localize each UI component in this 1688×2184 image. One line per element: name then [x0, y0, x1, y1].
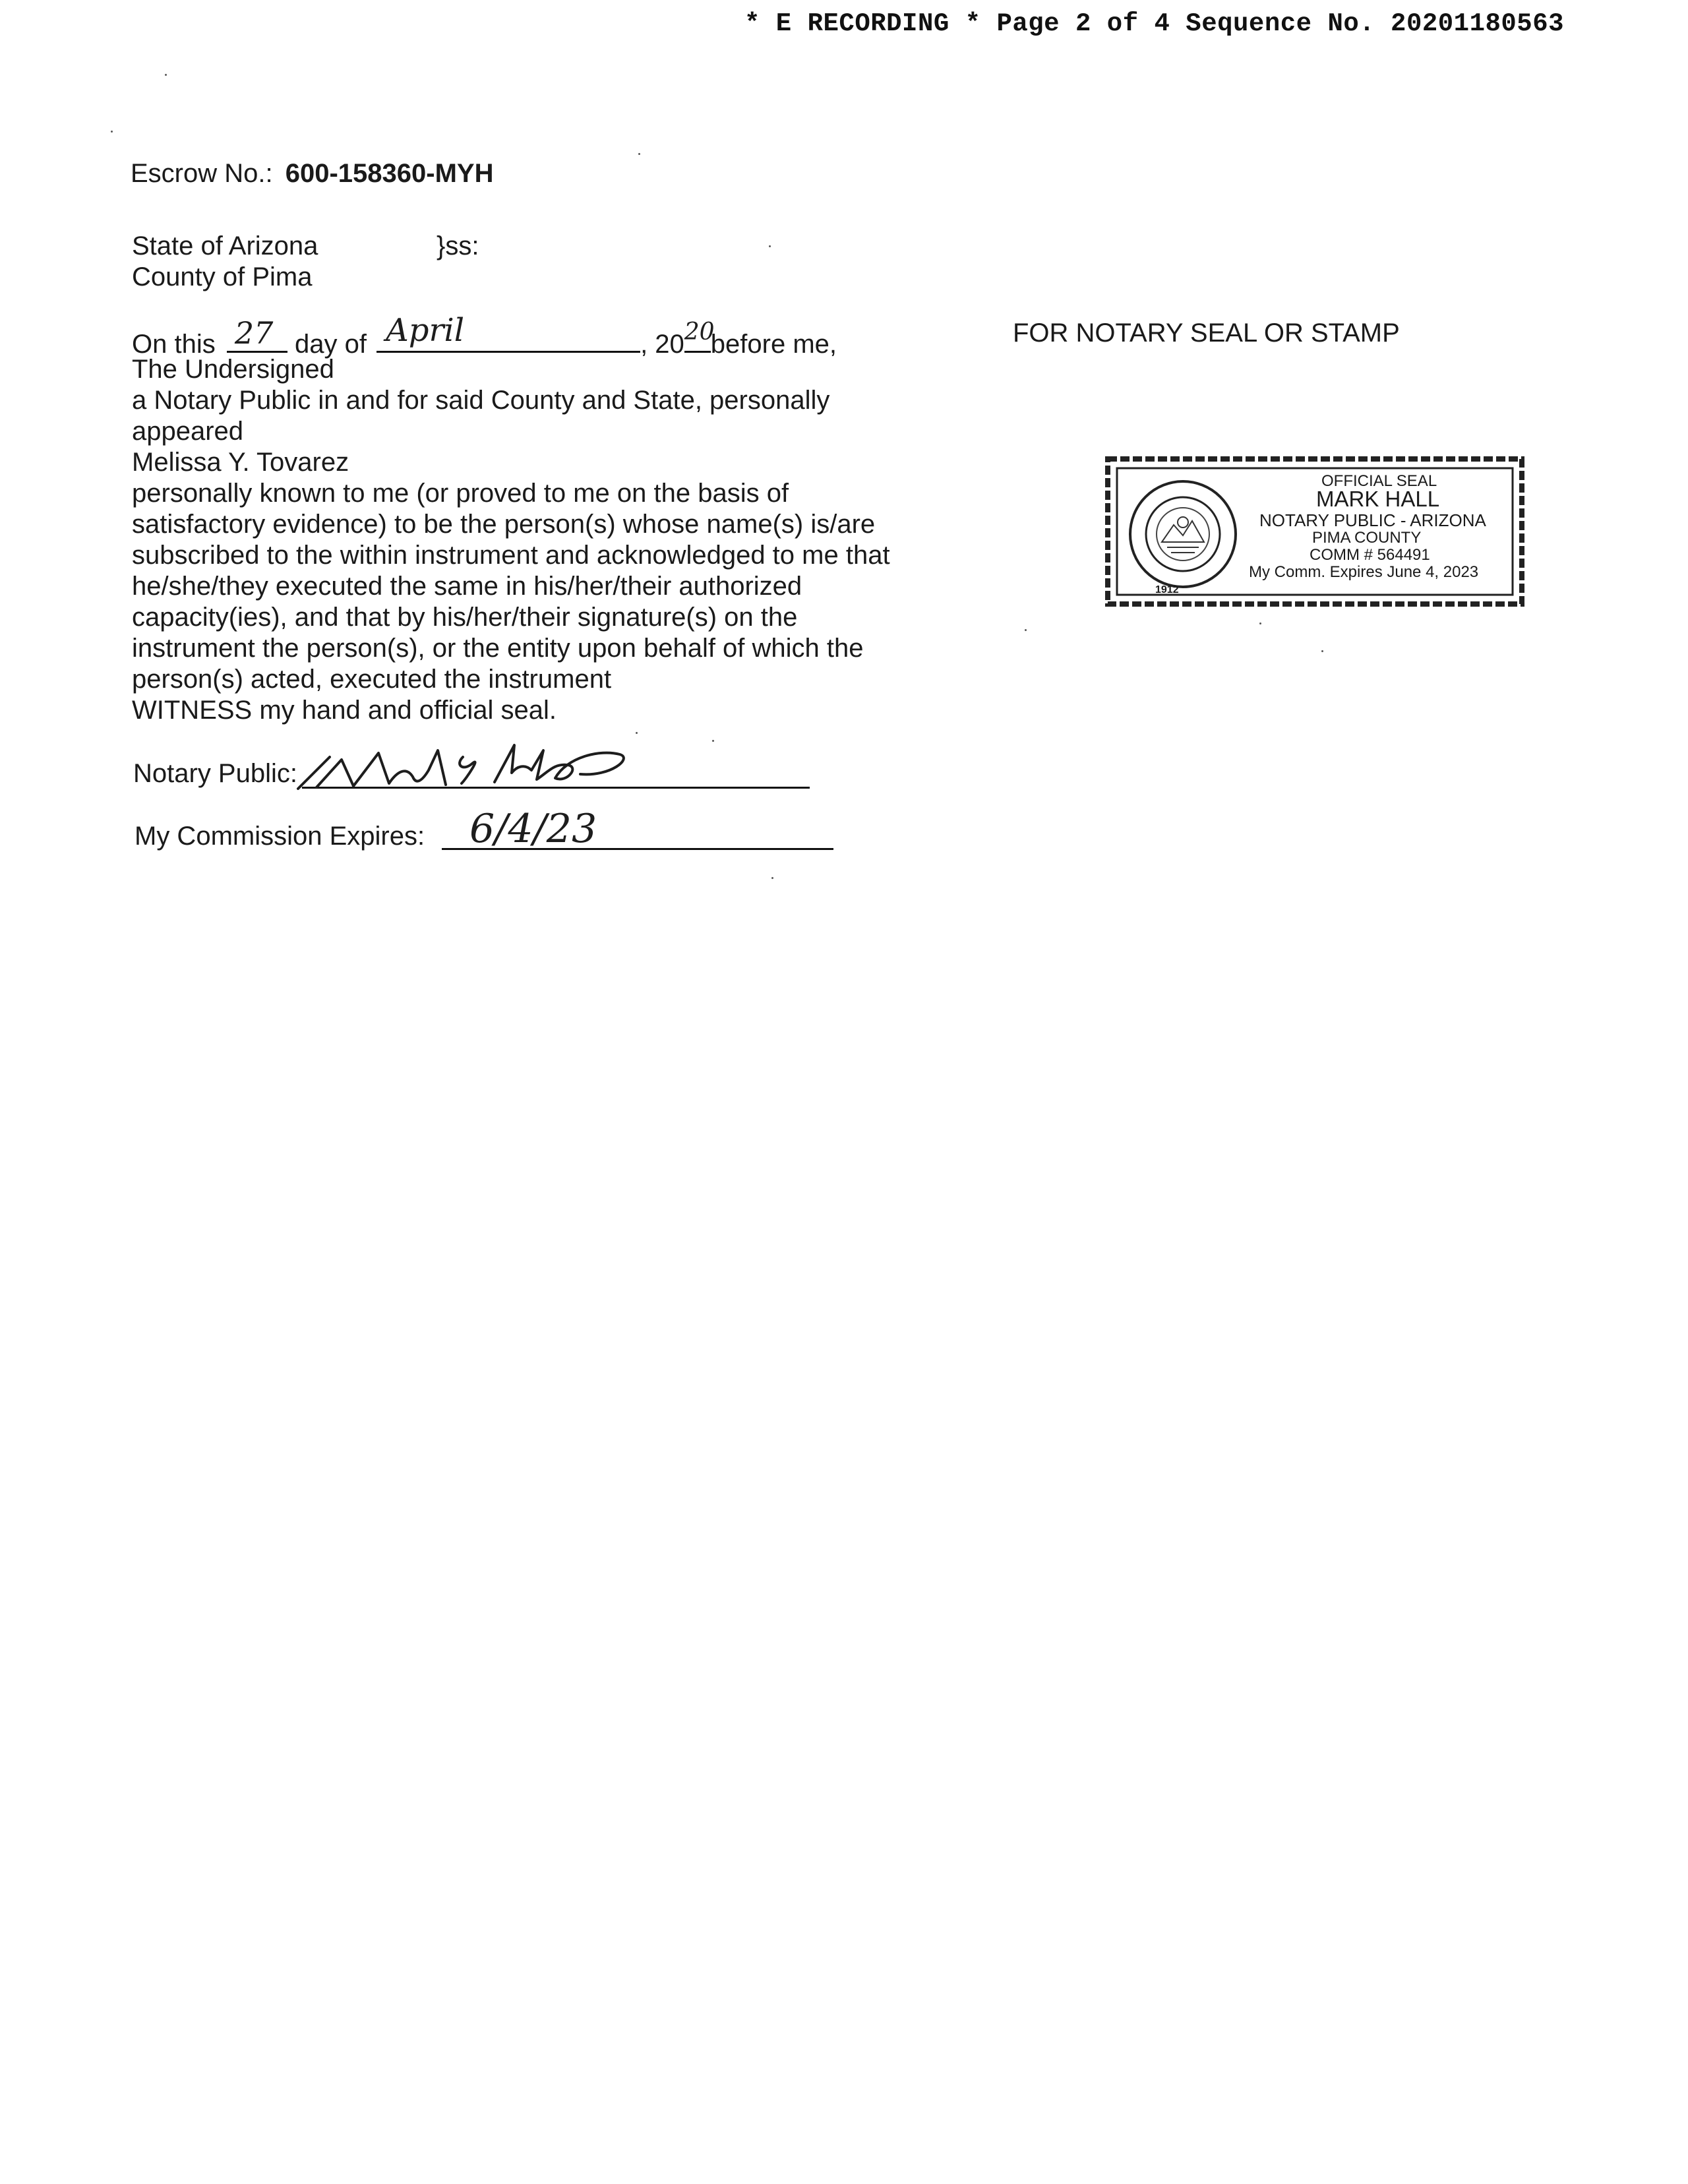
scan-speck: [111, 131, 113, 133]
notary-signature: [290, 731, 673, 797]
scan-speck: [165, 74, 167, 76]
scan-speck: [636, 732, 638, 734]
seal-year: 1912: [1155, 584, 1179, 595]
commission-label: My Commission Expires:: [135, 822, 425, 851]
stamp-title: OFFICIAL SEAL: [1321, 472, 1437, 490]
body-line: instrument the person(s), or the entity upon behalf of which the: [132, 634, 864, 663]
seal-heading: FOR NOTARY SEAL OR STAMP: [1013, 318, 1400, 348]
stamp-comm: COMM # 564491: [1310, 546, 1430, 564]
before-me-label: before me,: [710, 330, 837, 359]
scan-speck: [638, 153, 640, 155]
signer-name: Melissa Y. Tovarez: [132, 448, 349, 477]
month-handwritten: April: [386, 312, 465, 349]
scan-speck: [1025, 629, 1027, 631]
body-line: satisfactory evidence) to be the person(s) whose name(s) is/are: [132, 510, 876, 539]
scan-speck: [771, 877, 773, 879]
body-line: subscribed to the within instrument and acknowledged to me that: [132, 541, 890, 570]
scan-speck: [1321, 650, 1323, 652]
arizona-seal-icon: [1128, 479, 1238, 590]
escrow-number: 600-158360-MYH: [285, 159, 494, 188]
body-line: person(s) acted, executed the instrument: [132, 665, 612, 694]
notary-public-label: Notary Public:: [133, 759, 297, 788]
appeared-line: appeared: [132, 417, 244, 446]
escrow-label: Escrow No.:: [131, 159, 273, 188]
day-of-label: day of: [294, 330, 367, 359]
scan-speck: [712, 740, 714, 742]
stamp-expires: My Comm. Expires June 4, 2023: [1249, 563, 1479, 581]
stamp-county: PIMA COUNTY: [1312, 529, 1422, 547]
stamp-role: NOTARY PUBLIC - ARIZONA: [1259, 510, 1486, 530]
recording-header: * E RECORDING * Page 2 of 4 Sequence No. 20201180563: [744, 9, 1564, 38]
day-handwritten: 27: [234, 315, 274, 351]
scan-speck: [1259, 622, 1261, 624]
venue-state: State of Arizona: [132, 231, 318, 260]
escrow-line: [131, 158, 493, 189]
body-line: capacity(ies), and that by his/her/their signature(s) on the: [132, 603, 798, 632]
day-field: [227, 315, 287, 353]
year-handwritten: 20: [684, 318, 715, 346]
officer-name: The Undersigned: [132, 355, 334, 384]
notary-line: a Notary Public in and for said County and State, personally: [132, 386, 830, 415]
body-line: he/she/they executed the same in his/her/their authorized: [132, 572, 802, 601]
scan-speck: [769, 245, 771, 247]
month-field: [377, 312, 640, 353]
notary-stamp: [1104, 452, 1526, 611]
year-field: [684, 318, 715, 353]
on-this-label: On this: [132, 330, 216, 359]
body-line: personally known to me (or proved to me on the basis of: [132, 479, 789, 508]
commission-handwritten: 6/4/23: [469, 806, 597, 852]
venue-ss: }ss:: [437, 231, 479, 260]
venue-county: County of Pima: [132, 262, 313, 291]
witness-line: WITNESS my hand and official seal.: [132, 696, 557, 725]
year-prefix: , 20: [640, 330, 684, 359]
stamp-name: MARK HALL: [1316, 487, 1440, 511]
